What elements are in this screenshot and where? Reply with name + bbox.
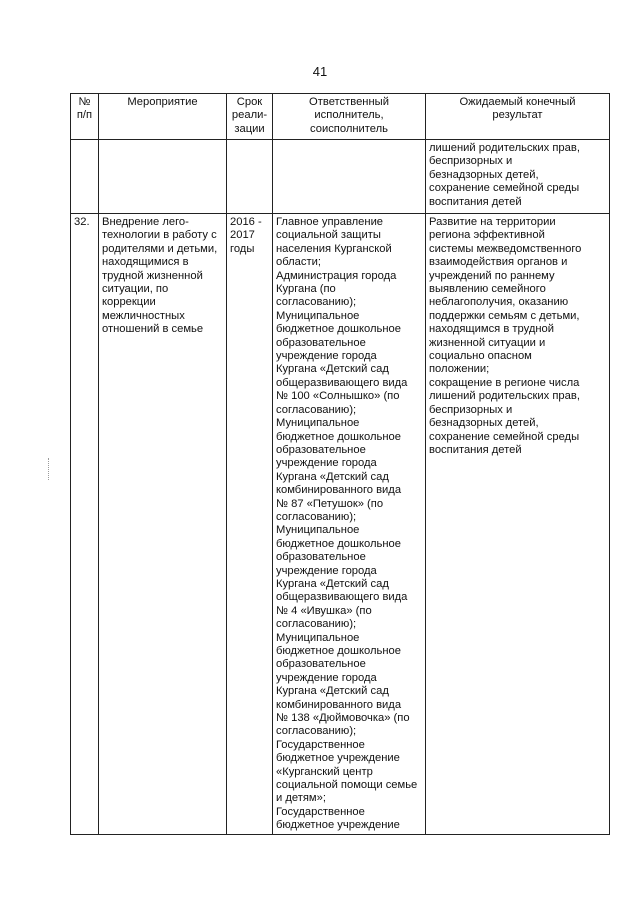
cell-term <box>227 140 273 214</box>
header-event: Мероприятие <box>99 94 227 140</box>
scan-margin-marks <box>48 458 57 480</box>
cell-event: Внедрение лего- технологии в работу с родителями и детьми, находящимися в трудной жизненной ситуации, по коррекции межличностных отношений в семье <box>99 214 227 835</box>
page-number: 41 <box>312 64 328 79</box>
cell-result: Развитие на территории региона эффективной системы межведомственного взаимодействия органов и учреждений по раннему выявлению семейного неблагополучия, оказанию поддержки семьям с детьми, находящимся в трудной жизненной ситуации и социально опасном положении; сокращение в регионе числа лишений родительских прав, беспризорных и безнадзорных детей, сохранение семейной среды воспитания детей <box>426 214 610 835</box>
cell-term: 2016 - 2017 годы <box>227 214 273 835</box>
cell-result: лишений родительских прав, беспризорных и безнадзорных детей, сохранение семейной среды воспитания детей <box>426 140 610 214</box>
cell-event <box>99 140 227 214</box>
cell-num: 32. <box>71 214 99 835</box>
table-row-32 <box>71 214 610 835</box>
table-header-row <box>71 94 610 140</box>
cell-executor: Главное управление социальной защиты населения Курганской области; Администрация города Кургана (по согласованию); Муниципальное бюджетное дошкольное образовательное учреждение города Кургана «Детский сад общеразвивающего вида № 100 «Солнышко» (по согласованию); Муниципальное бюджетное дошкольное образовательное учреждение города Кургана «Детский сад комбинированного вида № 87 «Петушок» (по согласованию); Муниципальное бюджетное дошкольное образовательное учреждение города Кургана «Детский сад общеразвивающего вида № 4 «Ивушка» (по согласованию); Муниципальное бюджетное дошкольное образовательное учреждение города Кургана «Детский сад комбинированного вида № 138 «Дюймовочка» (по согласованию); Государственное бюджетное учреждение «Курганский центр социальной помощи семье и детям»; Государственное бюджетное учреждение <box>273 214 426 835</box>
cell-executor <box>273 140 426 214</box>
measures-table <box>70 93 610 835</box>
header-executor: Ответственный исполнитель, соисполнитель <box>273 94 426 140</box>
cell-num <box>71 140 99 214</box>
header-num: № п/п <box>71 94 99 140</box>
header-term: Срок реали- зации <box>227 94 273 140</box>
table-row-continuation <box>71 140 610 214</box>
header-result: Ожидаемый конечный результат <box>426 94 610 140</box>
